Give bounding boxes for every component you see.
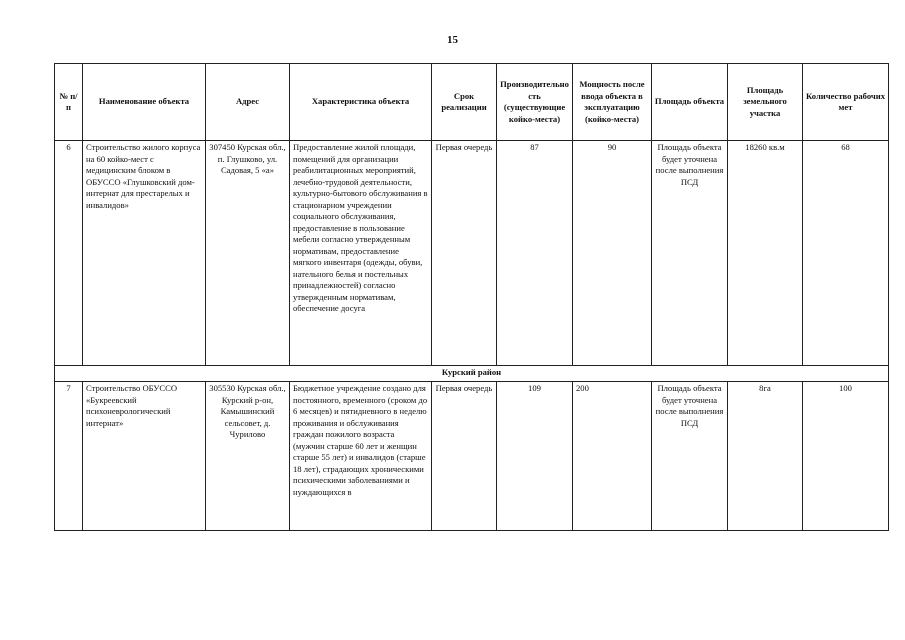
- cell-number: 7: [55, 382, 83, 531]
- cell-address: 307450 Курская обл., п. Глушково, ул. Садовая, 5 «а»: [206, 141, 290, 366]
- header-area: Площадь объекта: [652, 64, 728, 141]
- header-term: Срок реализации: [432, 64, 497, 141]
- cell-term: Первая очередь: [432, 141, 497, 366]
- table-row: [55, 382, 889, 531]
- cell-workplaces: 100: [803, 382, 889, 531]
- cell-area: Площадь объекта будет уточнена после выполнения ПСД: [652, 141, 728, 366]
- cell-capacity-after: 90: [573, 141, 652, 366]
- header-number: № п/п: [55, 64, 83, 141]
- page-number: 15: [447, 34, 458, 46]
- cell-characteristics: Предоставление жилой площади, помещений для организации реабилитационных мероприятий, лечебно-трудовой деятельности, культурно-бытового обслуживания в стационарном учреждении социального обслуживания, предоставление в пользование мебели согласно утвержденным нормативам, предоставление мягкого инвентаря (одежды, обуви, нательного белья и постельных принадлежностей) согласно утвержденным нормативам, обеспечение досуга: [290, 141, 432, 366]
- header-capacity-after: Мощность после ввода объекта в эксплуатацию (койко-места): [573, 64, 652, 141]
- cell-term: Первая очередь: [432, 382, 497, 531]
- table-header-row: [55, 64, 889, 141]
- cell-address: 305530 Курская обл., Курский р-он, Камышинский сельсовет, д. Чурилово: [206, 382, 290, 531]
- section-title: Курский район: [55, 366, 889, 382]
- cell-area: Площадь объекта будет уточнена после выполнения ПСД: [652, 382, 728, 531]
- cell-name: Строительство жилого корпуса на 60 койко-мест с медицинским блоком в ОБУССО «Глушковский дом-интернат для престарелых и инвалидов»: [83, 141, 206, 366]
- cell-capacity-existing: 87: [497, 141, 573, 366]
- cell-capacity-after: 200: [573, 382, 652, 531]
- table-row: [55, 141, 889, 366]
- objects-table: [54, 63, 889, 531]
- cell-number: 6: [55, 141, 83, 366]
- section-row: [55, 366, 889, 382]
- header-capacity-existing: Производительность (существующие койко-места): [497, 64, 573, 141]
- header-address: Адрес: [206, 64, 290, 141]
- header-workplaces: Количество рабочих мет: [803, 64, 889, 141]
- header-characteristics: Характеристика объекта: [290, 64, 432, 141]
- cell-workplaces: 68: [803, 141, 889, 366]
- cell-capacity-existing: 109: [497, 382, 573, 531]
- cell-land-area: 18260 кв.м: [728, 141, 803, 366]
- header-land-area: Площадь земельного участка: [728, 64, 803, 141]
- cell-characteristics: Бюджетное учреждение создано для постоянного, временного (сроком до 6 месяцев) и пятидневного в неделю проживания и обслуживания граждан пожилого возраста (мужчин старше 60 лет и женщин старше 55 лет) и инвалидов (старше 18 лет), страдающих хроническими психическими заболеваниями и нуждающихся в: [290, 382, 432, 531]
- cell-land-area: 8га: [728, 382, 803, 531]
- header-name: Наименование объекта: [83, 64, 206, 141]
- cell-name: Строительство ОБУССО «Букреевский психоневрологический интернат»: [83, 382, 206, 531]
